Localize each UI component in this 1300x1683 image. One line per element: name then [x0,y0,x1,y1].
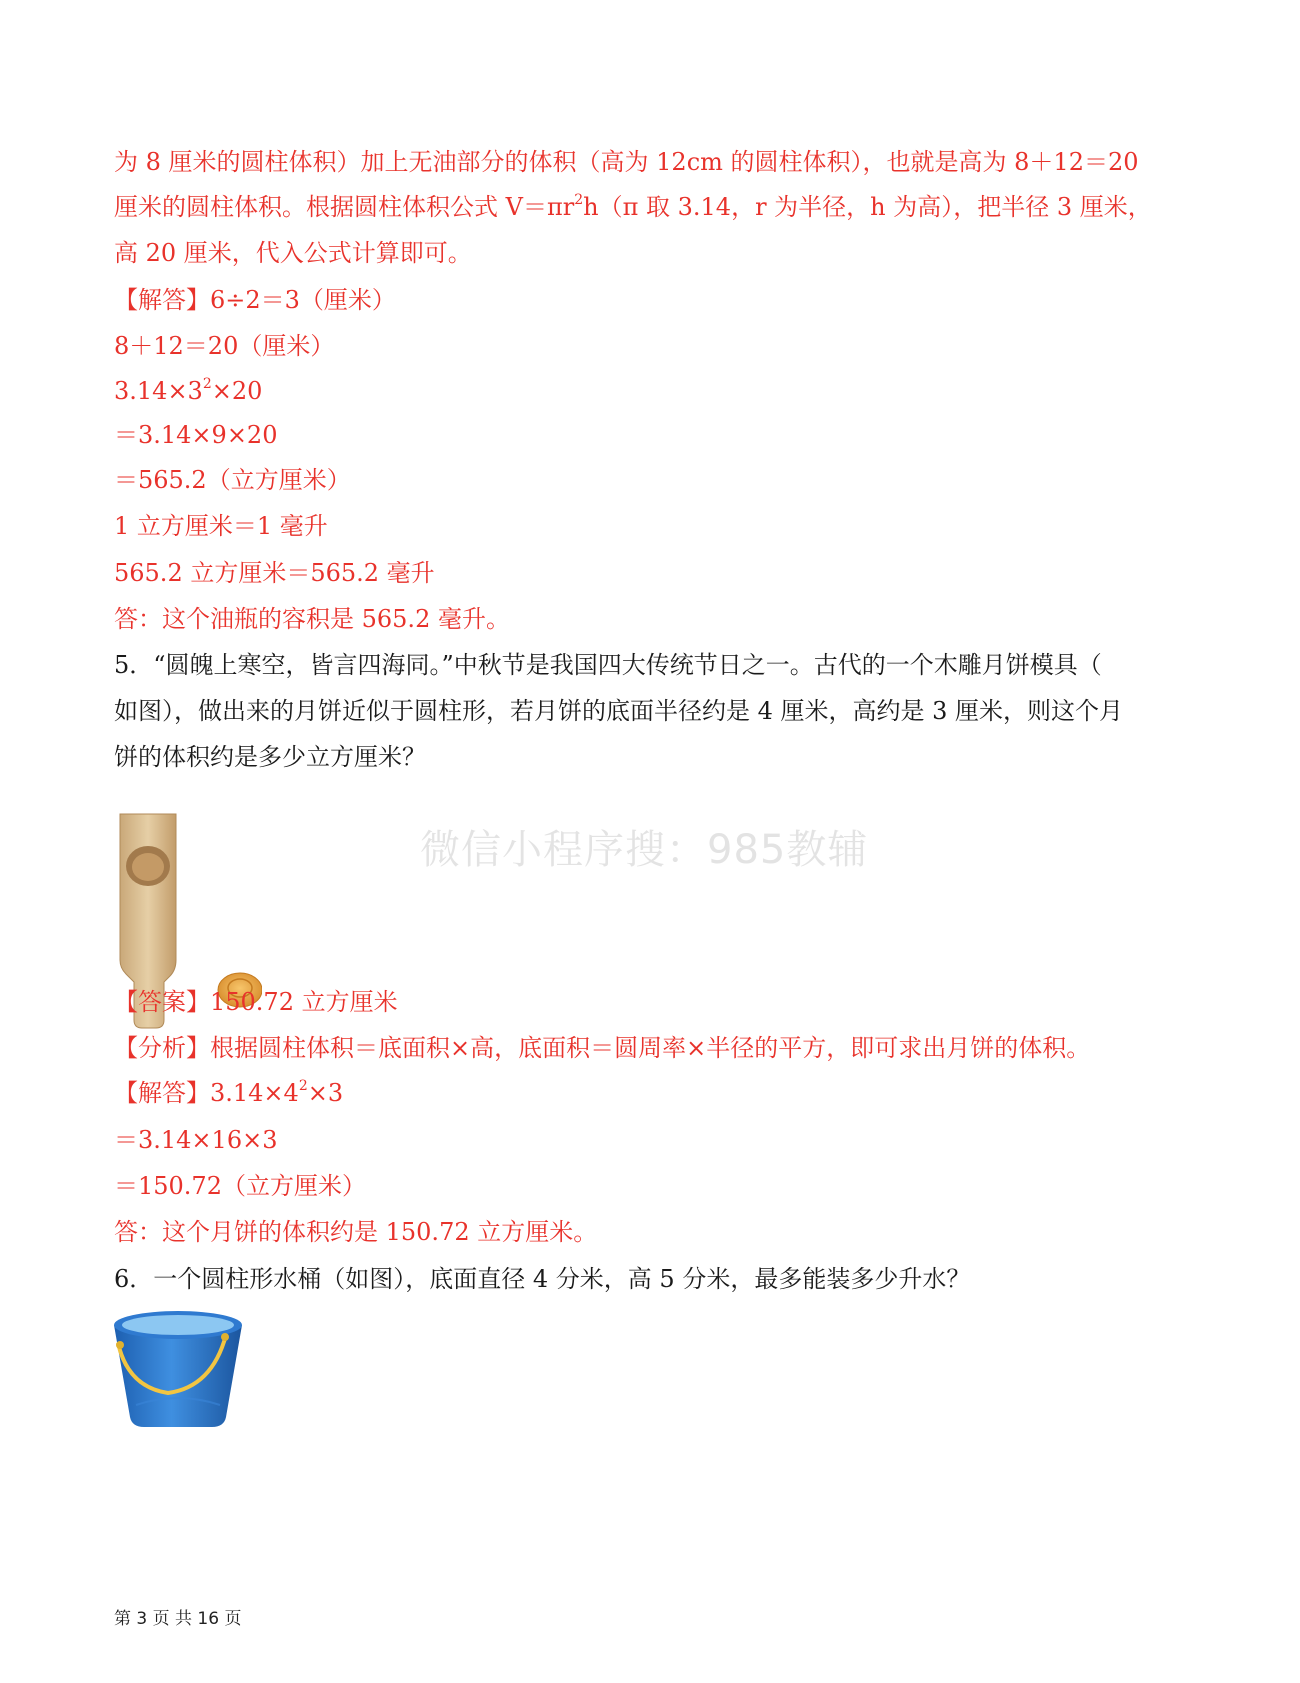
question-5-line-2: 如图），做出来的月饼近似于圆柱形，若月饼的底面半径约是 4 厘米，高约是 3 厘米，则这个月 [114,697,1124,725]
question-5-line-1: 5．“圆魄上寒空，皆言四海同。”中秋节是我国四大传统节日之一。古代的一个木雕月饼模具（ [114,651,1102,679]
solution-5-line-3: ＝150.72（立方厘米） [114,1172,366,1200]
answer-statement-5: 答：这个月饼的体积约是 150.72 立方厘米。 [114,1218,598,1246]
page-number-footer: 第 3 页 共 16 页 [114,1609,242,1629]
question-5-line-3: 饼的体积约是多少立方厘米？ [114,743,426,771]
solution-line-6: 1 立方厘米＝1 毫升 [114,512,328,540]
answer-statement-4: 答：这个油瓶的容积是 565.2 毫升。 [114,605,510,633]
solution-line-7: 565.2 立方厘米＝565.2 毫升 [114,559,435,587]
analysis-line-2: 厘米的圆柱体积。根据圆柱体积公式 $V=\pi r^2h(\pi$ 取 3.14，r 为半径，h 为高），把半径 3 厘米， [114,192,1152,221]
answer-5: 【答案】150.72 立方厘米 [114,988,398,1016]
solution-line-5: ＝565.2（立方厘米） [114,466,351,494]
analysis-5: 【分析】根据圆柱体积＝底面积×高，底面积＝圆周率×半径的平方，即可求出月饼的体积。 [114,1034,1091,1062]
question-6-line-1: 6．一个圆柱形水桶（如图），底面直径 4 分米，高 5 分米，最多能装多少升水？ [114,1265,971,1293]
watermark: 微信小程序搜：985教辅 [420,827,869,873]
solution-5-line-2: ＝3.14×16×3 [114,1126,278,1154]
solution-line-4: ＝3.14×9×20 [114,421,278,449]
analysis-line-1: 为 8 厘米的圆柱体积）加上无油部分的体积（高为 12cm 的圆柱体积），也就是高为 8＋12＝20 [114,148,1139,176]
solution-line-1: 【解答】6÷2＝3（厘米） [114,286,396,314]
water-bucket-image [108,1305,248,1430]
solution-5-line-1: 【解答】$3.14\times 4^2\times 3$ [114,1078,344,1107]
analysis-line-3: 高 20 厘米，代入公式计算即可。 [114,239,472,267]
solution-line-2: 8＋12＝20（厘米） [114,332,335,360]
solution-line-3: $3.14\times 3^2\times 20$ [114,376,263,405]
